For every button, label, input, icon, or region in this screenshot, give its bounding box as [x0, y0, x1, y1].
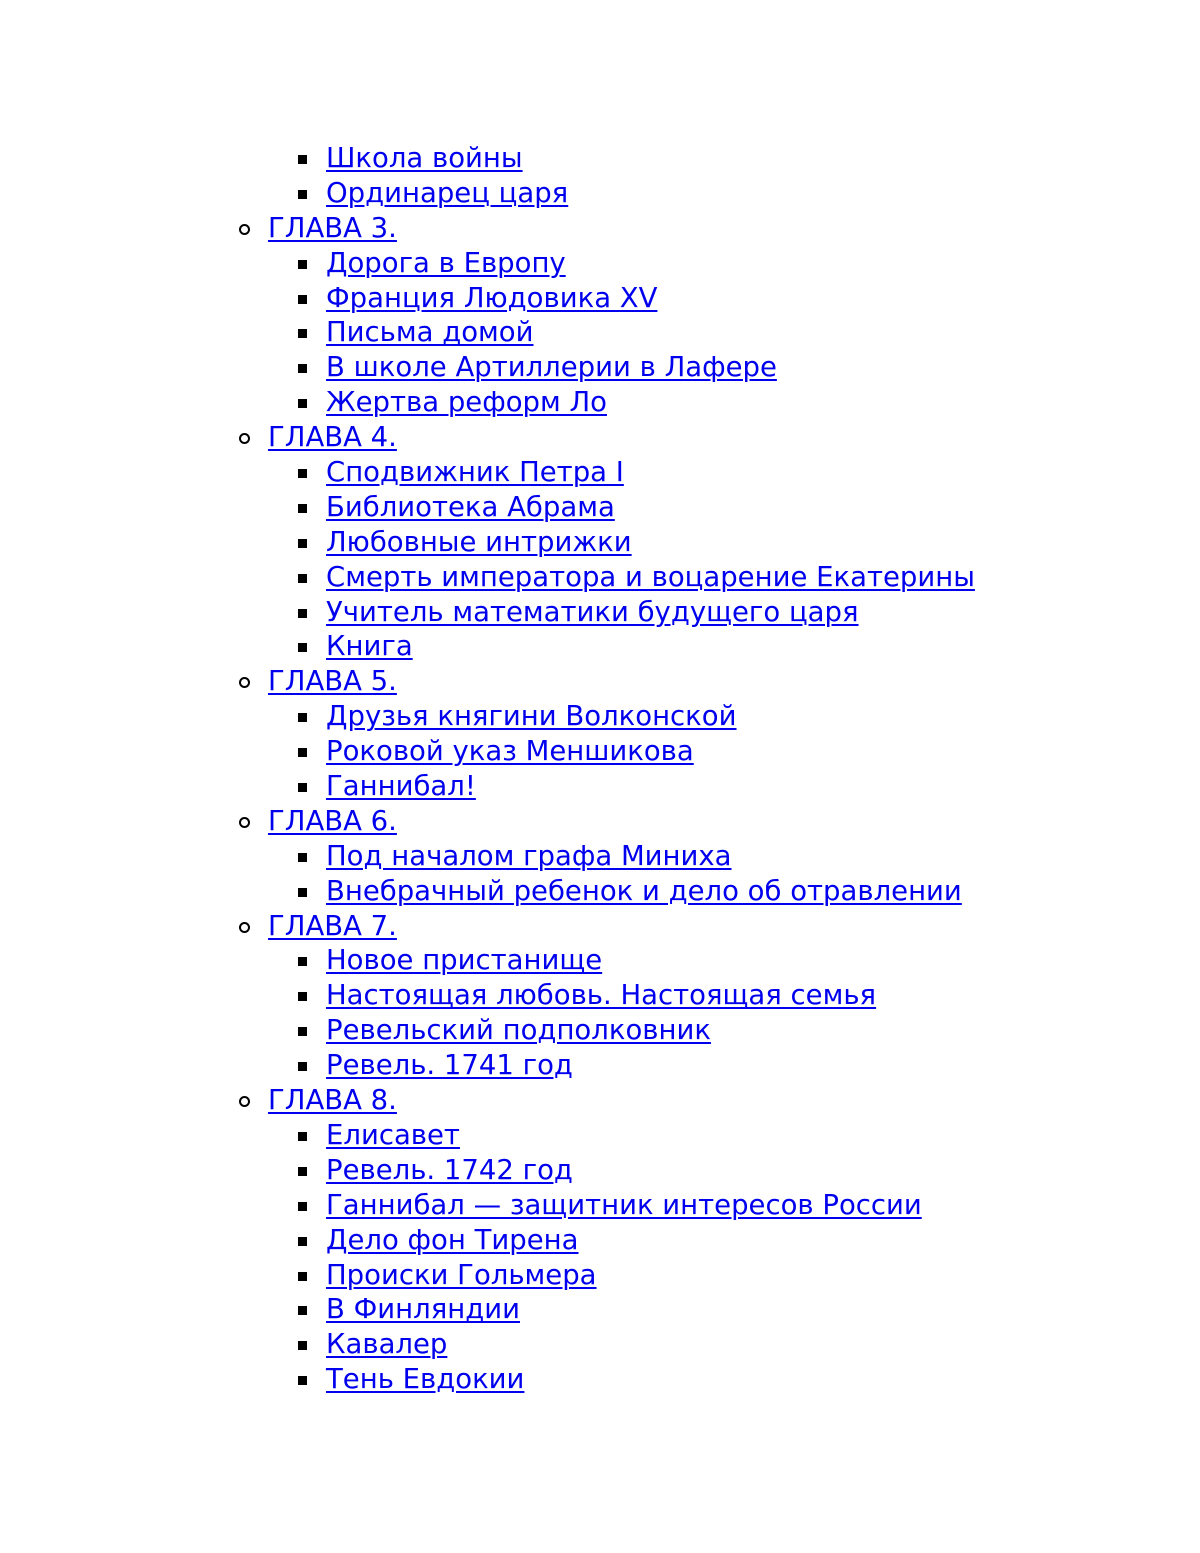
square-bullet-icon [298, 992, 307, 1001]
section-link[interactable]: Роковой указ Меншикова [326, 735, 694, 768]
circle-bullet-icon [239, 224, 250, 235]
toc-section-item [0, 385, 1200, 420]
square-bullet-icon [298, 1306, 307, 1315]
section-link[interactable]: Сподвижник Петра I [326, 456, 624, 489]
toc-section-item [0, 839, 1200, 874]
square-bullet-icon [298, 1237, 307, 1246]
chapter-link[interactable]: ГЛАВА 6. [268, 804, 397, 837]
toc-section-item [0, 769, 1200, 804]
section-link[interactable]: Елисавет [326, 1118, 460, 1151]
toc-section-item [0, 281, 1200, 316]
square-bullet-icon [298, 609, 307, 618]
square-bullet-icon [298, 783, 307, 792]
toc-chapter-item [0, 664, 1200, 699]
section-link[interactable]: Друзья княгини Волконской [326, 700, 737, 733]
square-bullet-icon [298, 1167, 307, 1176]
square-bullet-icon [298, 504, 307, 513]
square-bullet-icon [298, 713, 307, 722]
section-link[interactable]: Дело фон Тирена [326, 1223, 579, 1256]
square-bullet-icon [298, 1132, 307, 1141]
section-link[interactable]: В школе Артиллерии в Лафере [326, 351, 777, 384]
toc-chapter-item [0, 211, 1200, 246]
section-link[interactable]: Кавалер [326, 1328, 448, 1361]
square-bullet-icon [298, 295, 307, 304]
square-bullet-icon [298, 888, 307, 897]
toc-section-item [0, 1048, 1200, 1083]
square-bullet-icon [298, 329, 307, 338]
section-link[interactable]: Школа войны [326, 142, 523, 174]
table-of-contents [0, 141, 1200, 1397]
toc-section-item [0, 141, 1200, 176]
circle-bullet-icon [239, 1096, 250, 1107]
toc-section-item [0, 595, 1200, 630]
square-bullet-icon [298, 399, 307, 408]
section-link[interactable]: В Финляндии [326, 1293, 520, 1326]
toc-chapter-item [0, 1083, 1200, 1118]
section-link[interactable]: Ревель. 1741 год [326, 1049, 573, 1082]
toc-section-item [0, 350, 1200, 385]
section-link[interactable]: Ганнибал! [326, 770, 476, 803]
toc-section-item [0, 874, 1200, 909]
section-link[interactable]: Жертва реформ Ло [326, 386, 607, 419]
chapter-link[interactable]: ГЛАВА 7. [268, 909, 397, 942]
square-bullet-icon [298, 1027, 307, 1036]
square-bullet-icon [298, 364, 307, 373]
square-bullet-icon [298, 260, 307, 269]
square-bullet-icon [298, 748, 307, 757]
toc-section-item [0, 1292, 1200, 1327]
chapter-link[interactable]: ГЛАВА 4. [268, 421, 397, 454]
toc-section-item [0, 943, 1200, 978]
circle-bullet-icon [239, 922, 250, 933]
square-bullet-icon [298, 1062, 307, 1071]
chapter-link[interactable]: ГЛАВА 3. [268, 211, 397, 244]
toc-section-item [0, 176, 1200, 211]
section-link[interactable]: Ординарец царя [326, 176, 569, 209]
section-link[interactable]: Настоящая любовь. Настоящая семья [326, 979, 877, 1012]
toc-section-item [0, 315, 1200, 350]
circle-bullet-icon [239, 433, 250, 444]
square-bullet-icon [298, 643, 307, 652]
toc-section-item [0, 699, 1200, 734]
section-link[interactable]: Дорога в Европу [326, 246, 566, 279]
square-bullet-icon [298, 574, 307, 583]
toc-section-item [0, 1327, 1200, 1362]
section-link[interactable]: Любовные интрижки [326, 525, 632, 558]
square-bullet-icon [298, 1376, 307, 1385]
chapter-link[interactable]: ГЛАВА 8. [268, 1084, 397, 1117]
toc-section-item [0, 1013, 1200, 1048]
toc-section-item [0, 246, 1200, 281]
square-bullet-icon [298, 853, 307, 862]
square-bullet-icon [298, 469, 307, 478]
toc-section-item [0, 1188, 1200, 1223]
toc-section-item [0, 734, 1200, 769]
square-bullet-icon [298, 1341, 307, 1350]
section-link[interactable]: Франция Людовика XV [326, 281, 658, 314]
square-bullet-icon [298, 190, 307, 199]
section-link[interactable]: Новое пристанище [326, 944, 603, 977]
toc-section-item [0, 1258, 1200, 1293]
square-bullet-icon [298, 1272, 307, 1281]
toc-section-item [0, 455, 1200, 490]
toc-section-item [0, 525, 1200, 560]
section-link[interactable]: Библиотека Абрама [326, 490, 615, 523]
section-link[interactable]: Учитель математики будущего царя [326, 595, 859, 628]
section-link[interactable]: Тень Евдокии [326, 1363, 525, 1396]
chapter-link[interactable]: ГЛАВА 5. [268, 665, 397, 698]
square-bullet-icon [298, 957, 307, 966]
section-link[interactable]: Ревель. 1742 год [326, 1153, 573, 1186]
toc-section-item [0, 1153, 1200, 1188]
toc-section-item [0, 560, 1200, 595]
toc-chapter-item [0, 420, 1200, 455]
toc-section-item [0, 1223, 1200, 1258]
toc-section-item [0, 978, 1200, 1013]
section-link[interactable]: Письма домой [326, 316, 534, 349]
toc-chapter-item [0, 909, 1200, 944]
toc-section-item [0, 490, 1200, 525]
square-bullet-icon [298, 155, 307, 164]
circle-bullet-icon [239, 677, 250, 688]
section-link[interactable]: Книга [326, 630, 413, 663]
square-bullet-icon [298, 539, 307, 548]
section-link[interactable]: Происки Гольмера [326, 1258, 597, 1291]
circle-bullet-icon [239, 817, 250, 828]
toc-section-item [0, 1362, 1200, 1397]
square-bullet-icon [298, 1202, 307, 1211]
section-link[interactable]: Ганнибал — защитник интересов России [326, 1188, 922, 1221]
toc-section-item [0, 1118, 1200, 1153]
toc-section-item [0, 629, 1200, 664]
toc-chapter-item [0, 804, 1200, 839]
section-link[interactable]: Внебрачный ребенок и дело об отравлении [326, 874, 962, 907]
section-link[interactable]: Смерть императора и воцарение Екатерины [326, 560, 975, 593]
section-link[interactable]: Под началом графа Миниха [326, 839, 732, 872]
section-link[interactable]: Ревельский подполковник [326, 1014, 711, 1047]
